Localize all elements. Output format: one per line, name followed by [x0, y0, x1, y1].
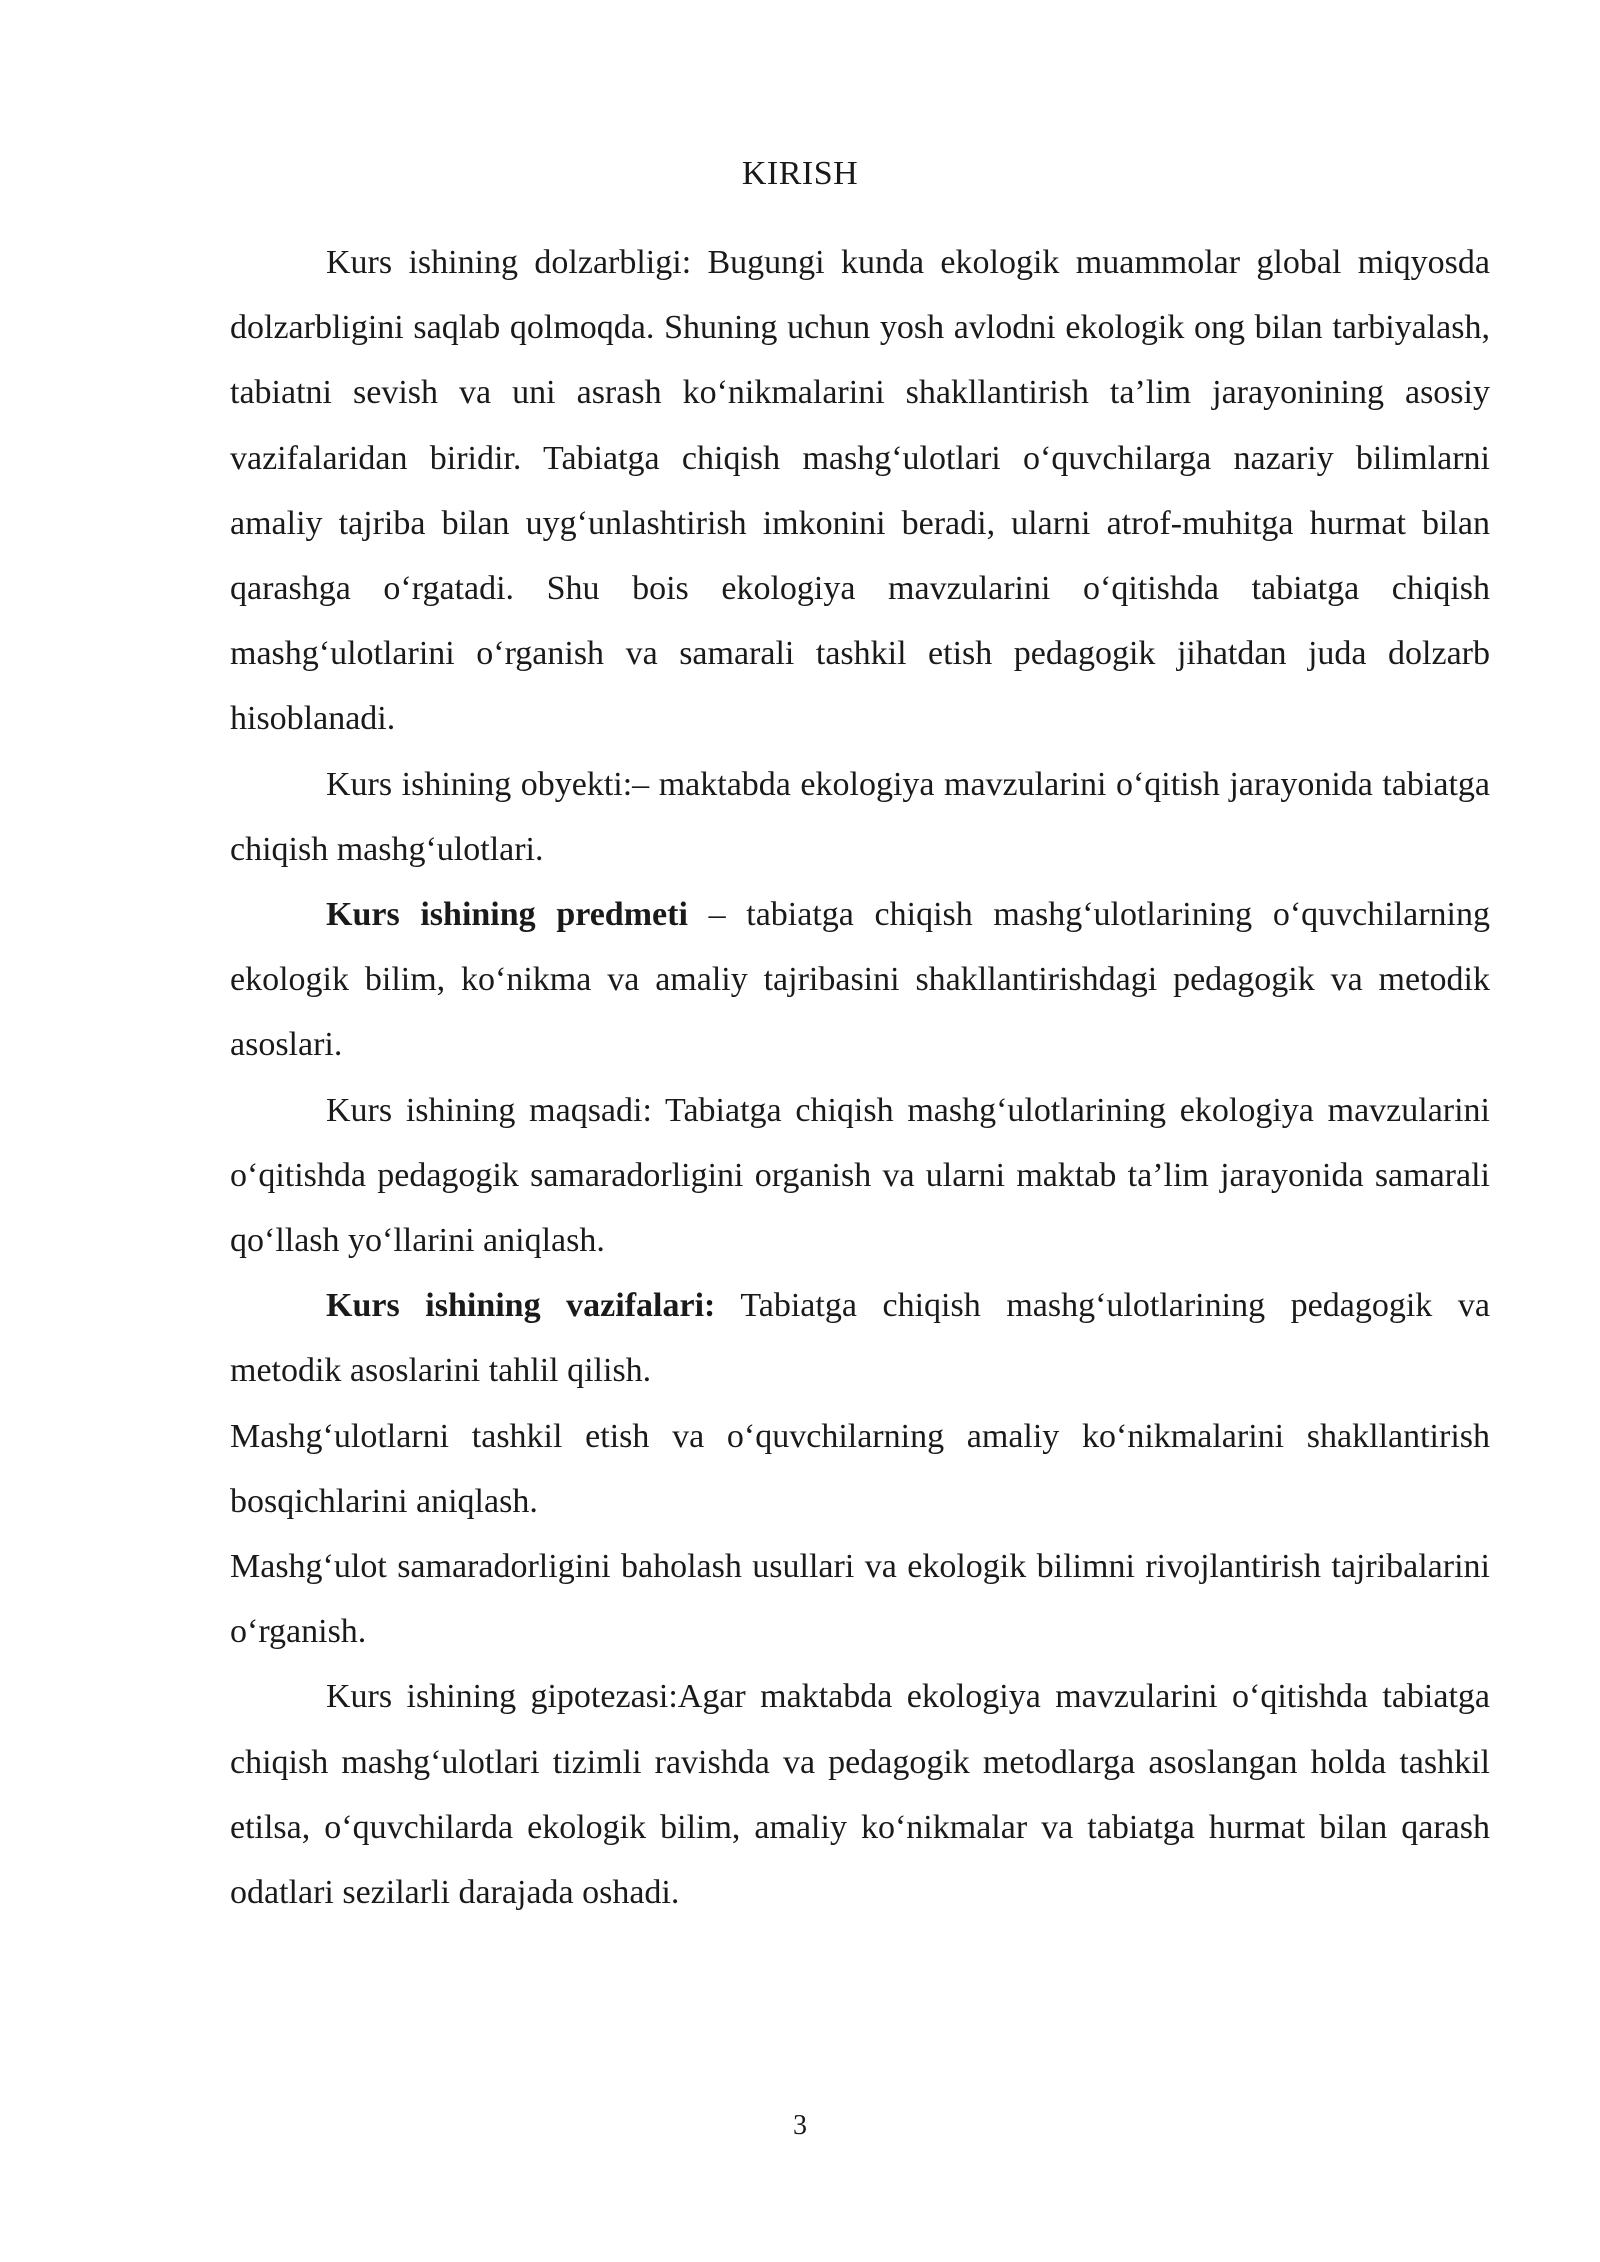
- paragraph-object: Kurs ishining obyekti:– maktabda ekologiya mavzularini o‘qitish jarayonida tabiatga chiqish mashg‘ulotlari.: [230, 765, 1490, 868]
- document-body: [230, 230, 1490, 1925]
- paragraph-subject: [230, 882, 1490, 1078]
- page-number: 3: [793, 2110, 807, 2141]
- paragraph-tasks-heading: Kurs ishining vazifalari:: [326, 1287, 716, 1325]
- paragraph-tasks-text: Tabiatga chiqish mashg‘ulotlarining pedagogik va metodik asoslarini tahlil qilish.: [230, 1287, 1490, 1390]
- paragraph-tasks: [230, 1273, 1490, 1403]
- page-title: KIRISH: [741, 155, 859, 192]
- paragraph-subject-text: – tabiatga chiqish mashg‘ulotlarining o‘quvchilarning ekologik bilim, ko‘nikma va amaliy tajribasini shakllantirishdagi pedagogik va metodik asoslari.: [230, 896, 1491, 1064]
- paragraph-subject-heading: Kurs ishining predmeti: [326, 896, 688, 934]
- paragraph-goal: Kurs ishining maqsadi: Tabiatga chiqish mashg‘ulotlarining ekologiya mavzularini o‘qitishda pedagogik samaradorligini organish va ularni maktab ta’lim jarayonida samarali qo‘llash yo‘llarini aniqlash.: [230, 1091, 1490, 1260]
- paragraph-task-organize: Mashg‘ulotlarni tashkil etish va o‘quvchilarning amaliy ko‘nikmalarini shakllantirish bosqichlarini aniqlash.: [230, 1417, 1490, 1520]
- paragraph-relevance: Kurs ishining dolzarbligi: Bugungi kunda ekologik muammolar global miqyosda dolzarbligini saqlab qolmoqda. Shuning uchun yosh avlodni ekologik ong bilan tarbiyalash, tabiatni sevish va uni asrash ko‘nikmalarini shakllantirish ta’lim jarayonining asosiy vazifalaridan biridir. Tabiatga chiqish mashg‘ulotlari o‘quvchilarga nazariy bilimlarni amaliy tajriba bilan uyg‘unlashtirish imkonini beradi, ularni atrof-muhitga hurmat bilan qarashga o‘rgatadi. Shu bois ekologiya mavzularini o‘qitishda tabiatga chiqish mashg‘ulotlarini o‘rganish va samarali tashkil etish pedagogik jihatdan juda dolzarb hisoblanadi.: [230, 244, 1490, 738]
- paragraph-hypothesis: Kurs ishining gipotezasi:Agar maktabda ekologiya mavzularini o‘qitishda tabiatga chiqish mashg‘ulotlari tizimli ravishda va pedagogik metodlarga asoslangan holda tashkil etilsa, o‘quvchilarda ekologik bilim, amaliy ko‘nikmalar va tabiatga hurmat bilan qarash odatlari sezilarli darajada oshadi.: [230, 1678, 1490, 1912]
- paragraph-task-evaluate: Mashg‘ulot samaradorligini baholash usullari va ekologik bilimni rivojlantirish tajribalarini o‘rganish.: [230, 1548, 1490, 1651]
